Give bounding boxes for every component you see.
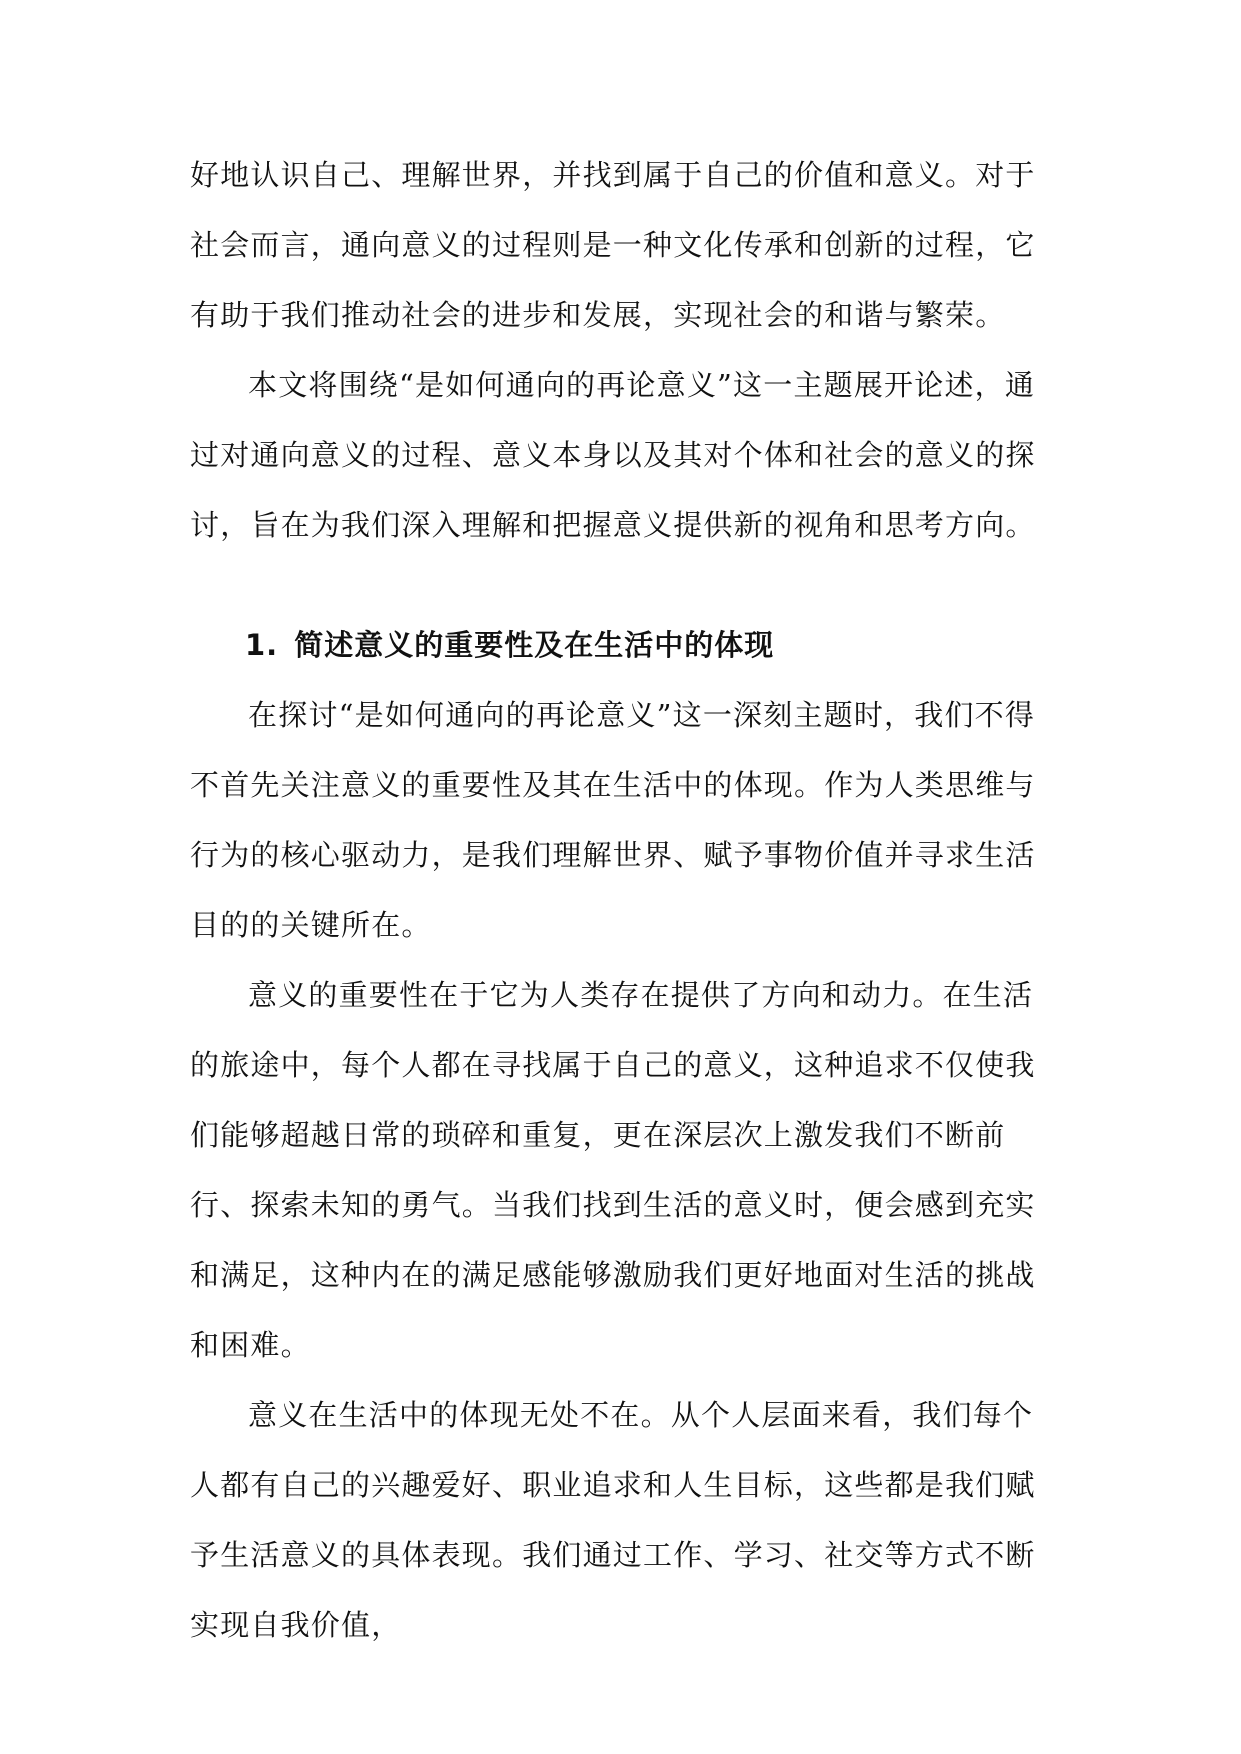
section-heading xyxy=(190,610,1050,680)
paragraph-continued: 好地认识自己、理解世界，并找到属于自己的价值和意义。对于社会而言，通向意义的过程则是一种文化传承和创新的过程，它有助于我们推动社会的进步和发展，实现社会的和谐与繁荣。 xyxy=(190,158,1036,332)
paragraph: 在探讨“是如何通向的再论意义”这一深刻主题时，我们不得不首先关注意义的重要性及其在生活中的体现。作为人类思维与行为的核心驱动力，是我们理解世界、赋予事物价值并寻求生活目的的关键所在。 xyxy=(190,698,1036,942)
paragraph: 意义在生活中的体现无处不在。从个人层面来看，我们每个人都有自己的兴趣爱好、职业追求和人生目标，这些都是我们赋予生活意义的具体表现。我们通过工作、学习、社交等方式不断实现自我价值， xyxy=(190,1398,1036,1642)
section-spacer xyxy=(190,560,1050,610)
paragraph: 意义的重要性在于它为人类存在提供了方向和动力。在生活的旅途中，每个人都在寻找属于自己的意义，这种追求不仅使我们能够超越日常的琐碎和重复，更在深层次上激发我们不断前行、探索未知的勇气。当我们找到生活的意义时，便会感到充实和满足，这种内在的满足感能够激励我们更好地面对生活的挑战和困难。 xyxy=(190,978,1036,1362)
section-number: 1. xyxy=(245,628,279,662)
paragraph-intro: 本文将围绕“是如何通向的再论意义”这一主题展开论述，通过对通向意义的过程、意义本身以及其对个体和社会的意义的探讨，旨在为我们深入理解和把握意义提供新的视角和思考方向。 xyxy=(190,368,1036,542)
document-body xyxy=(190,140,1050,1660)
section-title: 简述意义的重要性及在生活中的体现 xyxy=(294,628,775,662)
